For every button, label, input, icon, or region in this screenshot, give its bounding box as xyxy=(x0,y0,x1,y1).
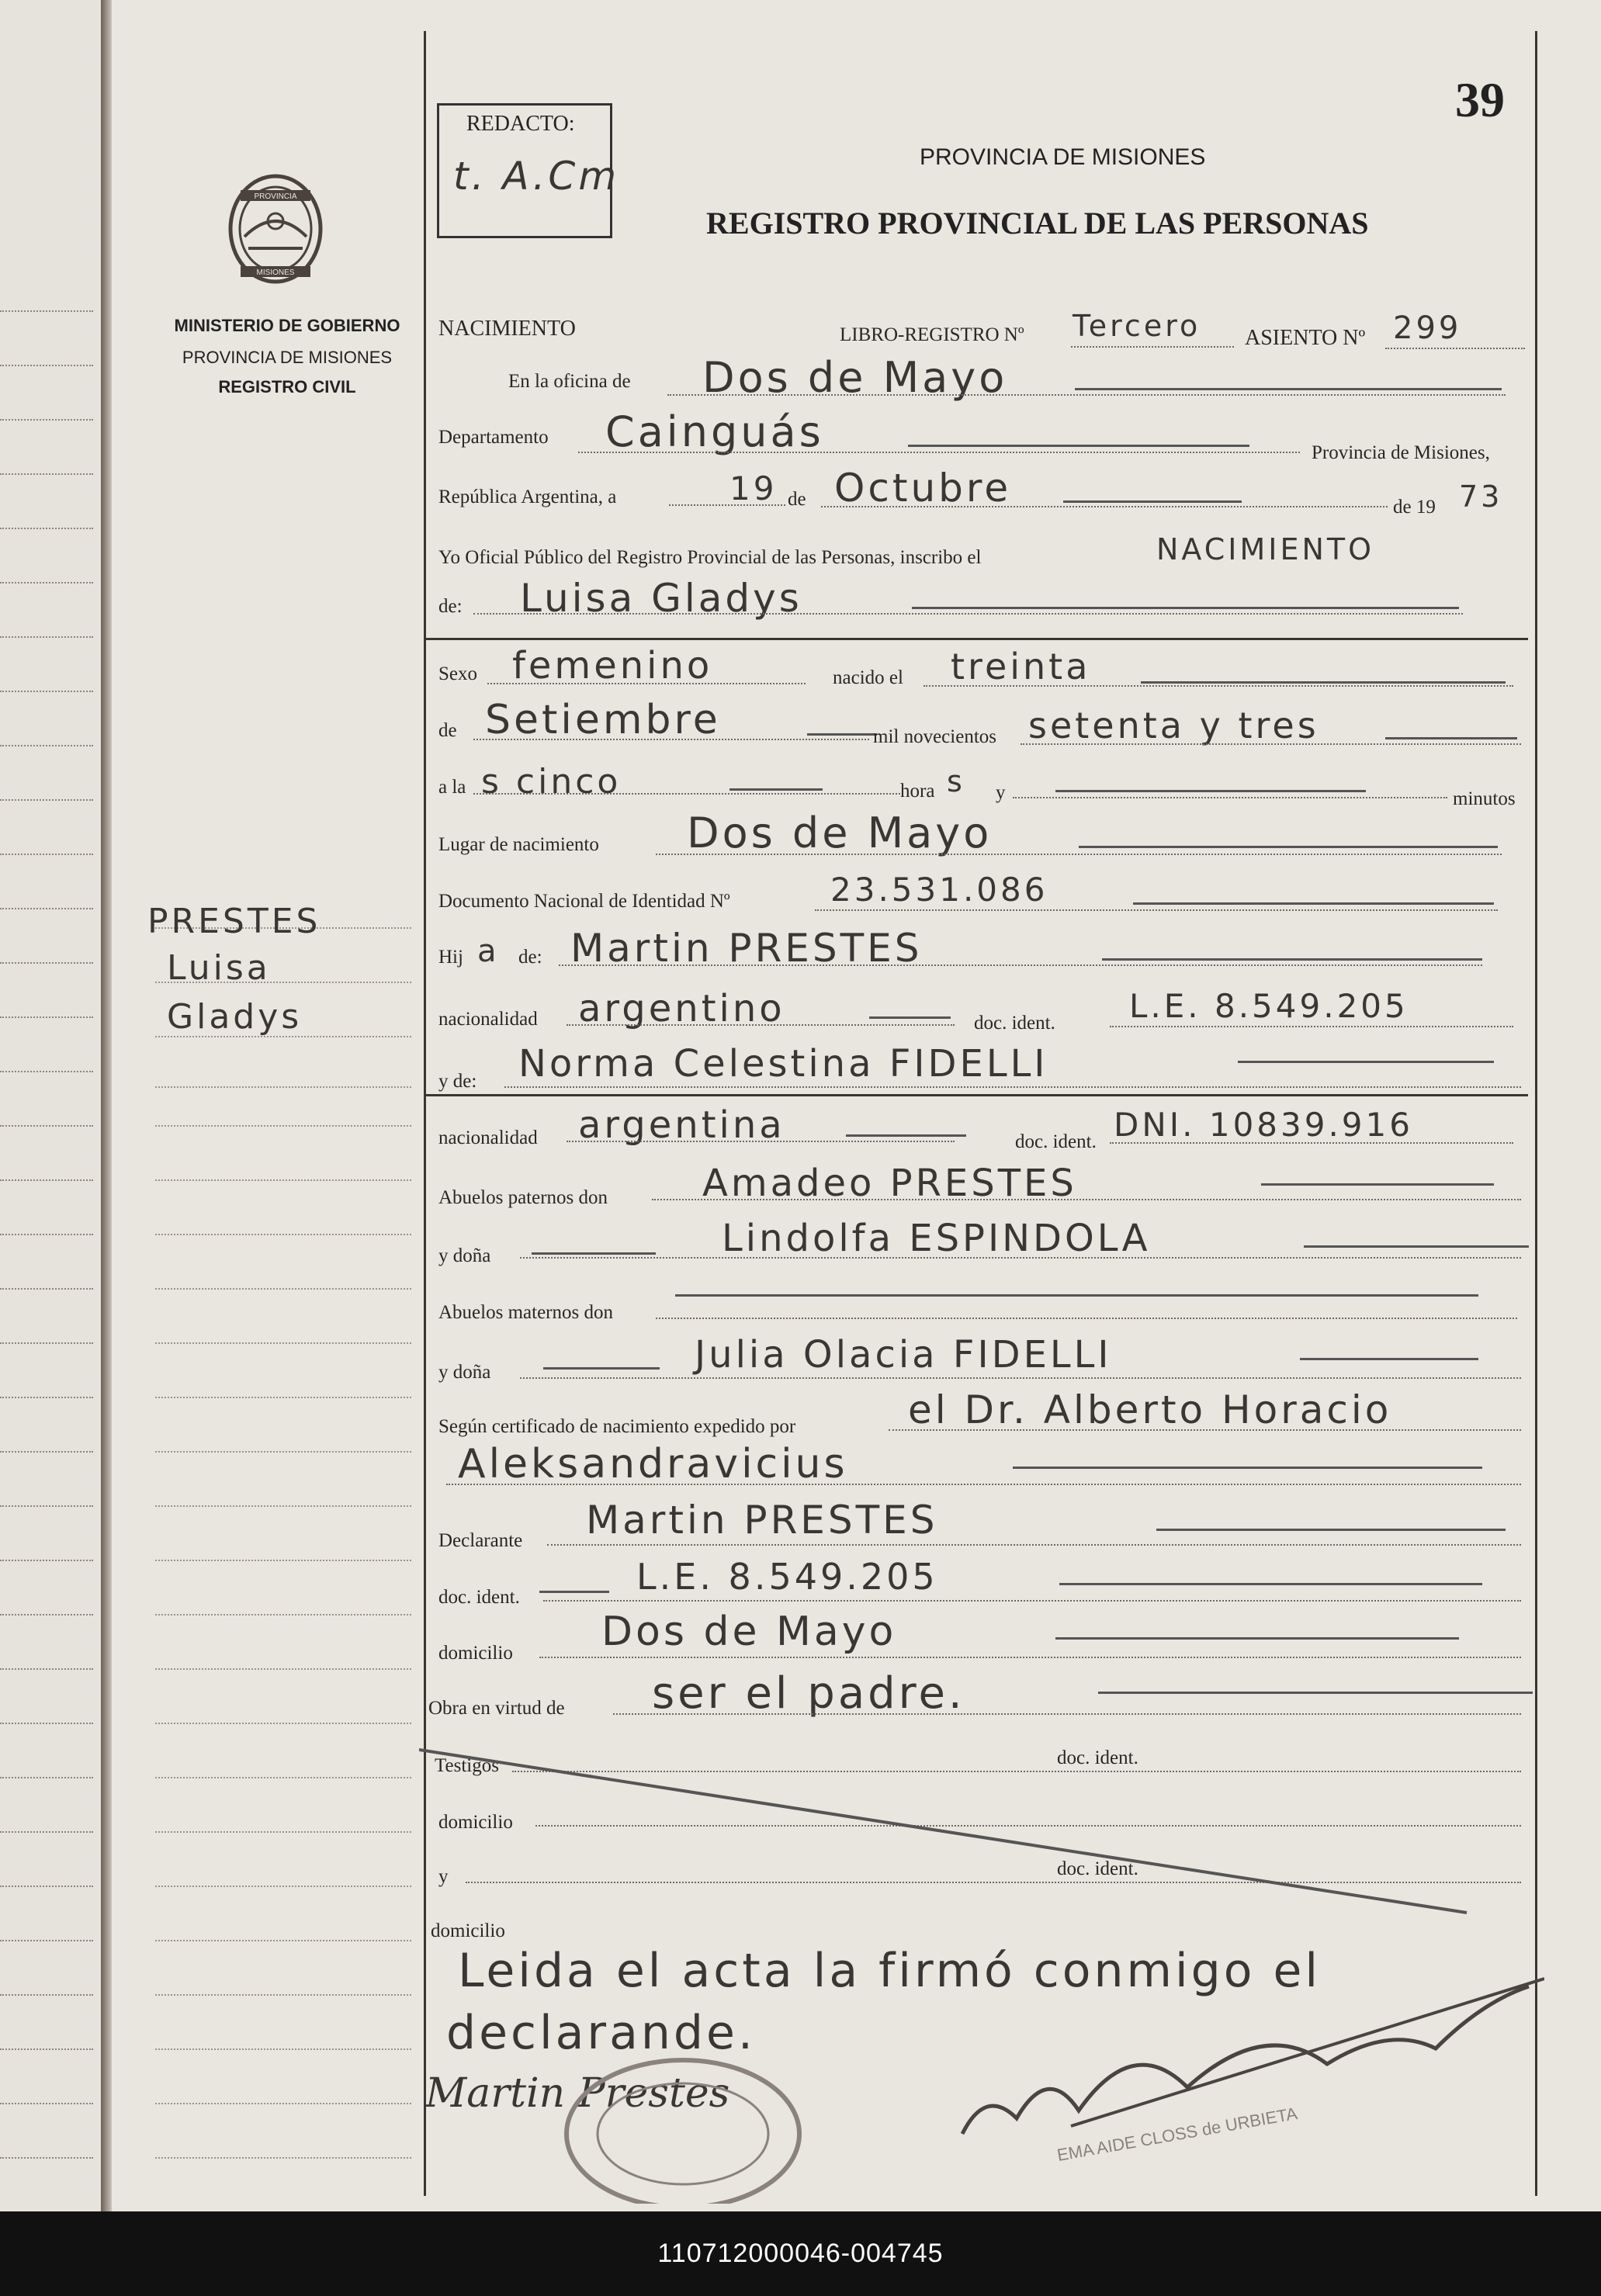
hora-suffix: s xyxy=(947,764,965,798)
abuela-mat-value: Julia Olacia FIDELLI xyxy=(695,1333,1112,1377)
abuela-pat-label: y doña xyxy=(438,1245,491,1266)
nacido-label: nacido el xyxy=(833,667,903,688)
declarante-value: Martin PRESTES xyxy=(586,1498,938,1543)
lugar-value: Dos de Mayo xyxy=(687,809,993,857)
testigos-label: Testigos xyxy=(435,1755,499,1776)
abuela-pat-value: Lindolfa ESPINDOLA xyxy=(722,1217,1151,1260)
registry-title: REGISTRO PROVINCIAL DE LAS PERSONAS xyxy=(706,206,1369,241)
doc-declarante-value: L.E. 8.549.205 xyxy=(636,1556,938,1598)
hora-value: s cinco xyxy=(481,762,622,802)
hij-suffix: a xyxy=(477,933,500,969)
strike-through-line xyxy=(419,1746,1552,1917)
page-number: 39 xyxy=(1455,72,1505,127)
certificado-label: Según certificado de nacimiento expedido por xyxy=(438,1416,796,1437)
year-value: 73 xyxy=(1459,480,1503,514)
oficina-value: Dos de Mayo xyxy=(702,353,1008,402)
provincia-label: Provincia de Misiones, xyxy=(1312,442,1490,463)
sexo-value: femenino xyxy=(512,644,713,687)
testigo2-domicilio-label: domicilio xyxy=(431,1920,505,1941)
libro-value: Tercero xyxy=(1073,309,1201,343)
nac-madre-value: argentina xyxy=(578,1103,785,1147)
declarant-signature: Martin Prestes xyxy=(425,2070,730,2117)
oficial-statement-label: Yo Oficial Público del Registro Provincial de las Personas, inscribo el xyxy=(438,547,982,568)
redacto-label: REDACTO: xyxy=(466,112,575,136)
hij-label: Hij xyxy=(438,947,463,968)
testigo2-doc-label: doc. ident. xyxy=(1057,1858,1138,1879)
asiento-value: 299 xyxy=(1393,310,1462,346)
doc-madre-label: doc. ident. xyxy=(1015,1131,1097,1152)
abuelo-pat-value: Amadeo PRESTES xyxy=(702,1162,1077,1205)
departamento-label: Departamento xyxy=(438,427,549,448)
year-prefix-label: de 19 xyxy=(1393,497,1436,518)
doc-padre-value: L.E. 8.549.205 xyxy=(1129,987,1409,1025)
testigo1-domicilio-label: domicilio xyxy=(438,1812,513,1833)
nombre-label: de: xyxy=(438,596,463,617)
obra-label: Obra en virtud de xyxy=(428,1698,565,1719)
mil-label: mil novecientos xyxy=(873,726,996,747)
asiento-label: ASIENTO Nº xyxy=(1245,326,1366,350)
abuelos-paternos-label: Abuelos paternos don xyxy=(438,1187,608,1208)
margin-note-surname: PRESTES xyxy=(147,902,321,941)
padre-value: Martin PRESTES xyxy=(570,926,923,971)
abuela-mat-label: y doña xyxy=(438,1362,491,1383)
redacto-value: t. A.Cm xyxy=(453,154,620,199)
republica-label: República Argentina, a xyxy=(438,487,617,507)
nac-padre-value: argentino xyxy=(578,987,785,1030)
seal-text-top: PROVINCIA xyxy=(254,192,297,201)
ministry-line1: MINISTERIO DE GOBIERNO xyxy=(174,316,400,335)
provincial-seal-icon xyxy=(217,167,334,291)
lugar-label: Lugar de nacimiento xyxy=(438,834,599,855)
ministry-line2: PROVINCIA DE MISIONES xyxy=(182,348,393,367)
closing-line2: declarande. xyxy=(446,2006,756,2060)
sexo-label: Sexo xyxy=(438,663,477,684)
dia-nac-value: treinta xyxy=(951,646,1091,687)
record-type-label: NACIMIENTO xyxy=(438,317,576,341)
book-gutter xyxy=(101,0,112,2211)
official-stamp-icon xyxy=(551,2048,815,2204)
de-label: de xyxy=(788,489,806,510)
madre-label: y de: xyxy=(438,1071,477,1092)
oficina-label: En la oficina de xyxy=(508,371,631,392)
ministry-line3: REGISTRO CIVIL xyxy=(218,377,356,397)
mes-nac-value: Setiembre xyxy=(485,697,721,743)
margin-note-name2: Gladys xyxy=(167,997,303,1037)
anio-nac-value: setenta y tres xyxy=(1028,705,1319,746)
stamp-text: EMA AIDE CLOSS de URBIETA xyxy=(1055,2103,1299,2166)
mes-nac-label: de xyxy=(438,720,457,741)
left-facing-page xyxy=(0,0,106,2211)
testigo2-label: y xyxy=(438,1866,449,1887)
closing-line1: Leida el acta la firmó conmigo el xyxy=(458,1944,1322,1998)
dia-value: 19 xyxy=(729,469,778,507)
seal-text-bottom: MISIONES xyxy=(256,268,295,277)
libro-label: LIBRO-REGISTRO Nº xyxy=(840,324,1024,345)
testigo1-doc-label: doc. ident. xyxy=(1057,1747,1138,1768)
province-header: PROVINCIA DE MISIONES xyxy=(920,144,1206,170)
a-la-label: a la xyxy=(438,777,466,798)
nacionalidad-padre-label: nacionalidad xyxy=(438,1009,538,1030)
domicilio-label: domicilio xyxy=(438,1643,513,1664)
abuelos-maternos-label: Abuelos maternos don xyxy=(438,1302,613,1323)
y-label: y xyxy=(996,782,1006,803)
departamento-value: Cainguás xyxy=(605,407,824,456)
madre-value: Norma Celestina FIDELLI xyxy=(518,1042,1048,1086)
section-divider xyxy=(426,638,1528,640)
nombre-value: Luisa Gladys xyxy=(520,576,802,621)
minutos-label: minutos xyxy=(1453,788,1516,809)
section-divider-2 xyxy=(426,1094,1528,1096)
mes-value: Octubre xyxy=(834,466,1012,511)
domicilio-value: Dos de Mayo xyxy=(601,1609,897,1655)
margin-note-name1: Luisa xyxy=(167,948,271,988)
obra-value: ser el padre. xyxy=(652,1668,965,1719)
inscribe-value: NACIMIENTO xyxy=(1156,532,1375,566)
dni-value: 23.531.086 xyxy=(830,871,1048,909)
certificado-value: el Dr. Alberto Horacio xyxy=(908,1387,1392,1432)
dni-label: Documento Nacional de Identidad Nº xyxy=(438,891,730,912)
certificado-value-2: Aleksandravicius xyxy=(458,1441,848,1487)
nacionalidad-madre-label: nacionalidad xyxy=(438,1127,538,1148)
redacto-box xyxy=(437,103,620,238)
declarante-label: Declarante xyxy=(438,1530,523,1551)
doc-padre-label: doc. ident. xyxy=(974,1013,1055,1034)
doc-declarante-label: doc. ident. xyxy=(438,1587,520,1608)
hora-label: hora xyxy=(900,781,935,802)
hij-de-label: de: xyxy=(518,947,542,968)
doc-madre-value: DNI. 10839.916 xyxy=(1114,1106,1413,1144)
archive-barcode: 110712000046-004745 xyxy=(0,2211,1601,2296)
